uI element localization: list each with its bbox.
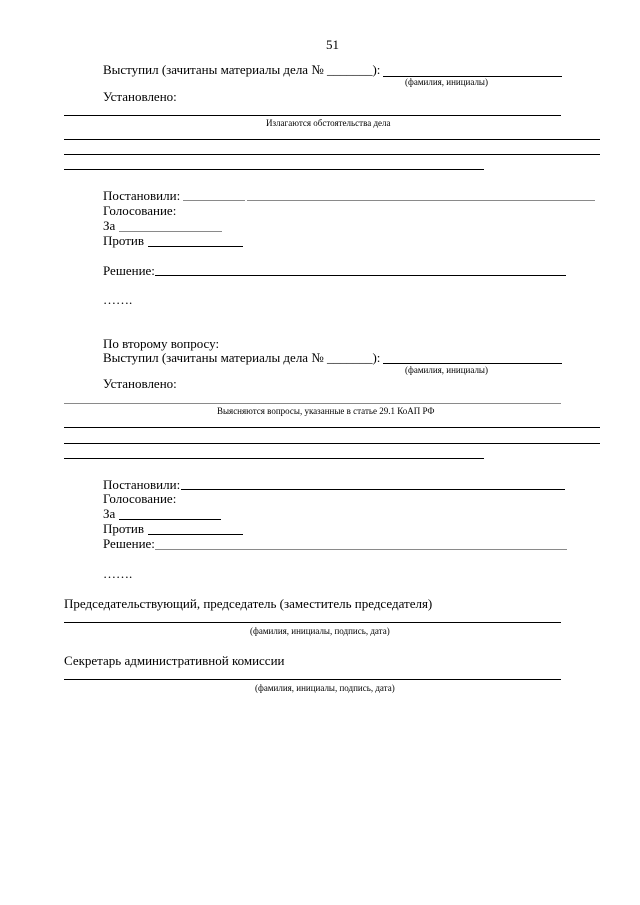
- established-label-2: Установлено:: [103, 376, 177, 391]
- issues-line-2: [64, 427, 600, 428]
- vote-for-line-1: [119, 231, 222, 232]
- decision-label-2: Решение:: [103, 536, 155, 551]
- resolved-label-1: Постановили:: [103, 188, 181, 203]
- facts-caption: Излагаются обстоятельства дела: [266, 118, 391, 128]
- decision-line-1: [155, 275, 566, 276]
- speaker-label-2: Выступил (зачитаны материалы дела № _______):: [103, 350, 381, 365]
- chair-label: Председательствующий, председатель (заместитель председателя): [64, 596, 433, 611]
- voting-label-1: Голосование:: [103, 203, 177, 218]
- speaker-label-1: Выступил (зачитаны материалы дела № _______):: [103, 62, 381, 77]
- vote-for-label-1: За: [103, 218, 116, 233]
- secretary-label: Секретарь административной комиссии: [64, 653, 285, 668]
- speaker-name-caption-1: (фамилия, инициалы): [405, 77, 488, 87]
- ellipsis-2: …….: [103, 566, 133, 581]
- page-number: 51: [326, 37, 339, 52]
- chair-signature-line: [64, 622, 561, 623]
- voting-label-2: Голосование:: [103, 491, 177, 506]
- vote-for-label-2: За: [103, 506, 116, 521]
- decision-label-1: Решение:: [103, 263, 155, 278]
- vote-for-line-2: [119, 519, 221, 520]
- issues-line-1: [64, 403, 561, 404]
- ellipsis-1: …….: [103, 292, 133, 307]
- resolved-line-1a: [183, 200, 245, 201]
- speaker-name-caption-2: (фамилия, инициалы): [405, 365, 488, 375]
- decision-line-2: [155, 549, 567, 550]
- resolved-line-1b: [247, 200, 595, 201]
- issues-line-3: [64, 443, 600, 444]
- vote-against-line-2: [148, 534, 243, 535]
- facts-line-3: [64, 154, 600, 155]
- resolved-line-2: [181, 489, 565, 490]
- vote-against-label-1: Против: [103, 233, 144, 248]
- speaker-name-line-2: [383, 363, 562, 364]
- secretary-signature-line: [64, 679, 561, 680]
- chair-signature-caption: (фамилия, инициалы, подпись, дата): [250, 626, 390, 636]
- facts-line-1: [64, 115, 561, 116]
- facts-line-4: [64, 169, 484, 170]
- second-question-heading: По второму вопросу:: [103, 336, 220, 351]
- issues-caption: Выясняются вопросы, указанные в статье 29.1 КоАП РФ: [217, 406, 435, 416]
- vote-against-label-2: Против: [103, 521, 144, 536]
- established-label-1: Установлено:: [103, 89, 177, 104]
- vote-against-line-1: [148, 246, 243, 247]
- issues-line-4: [64, 458, 484, 459]
- resolved-label-2: Постановили:: [103, 477, 181, 492]
- facts-line-2: [64, 139, 600, 140]
- secretary-signature-caption: (фамилия, инициалы, подпись, дата): [255, 683, 395, 693]
